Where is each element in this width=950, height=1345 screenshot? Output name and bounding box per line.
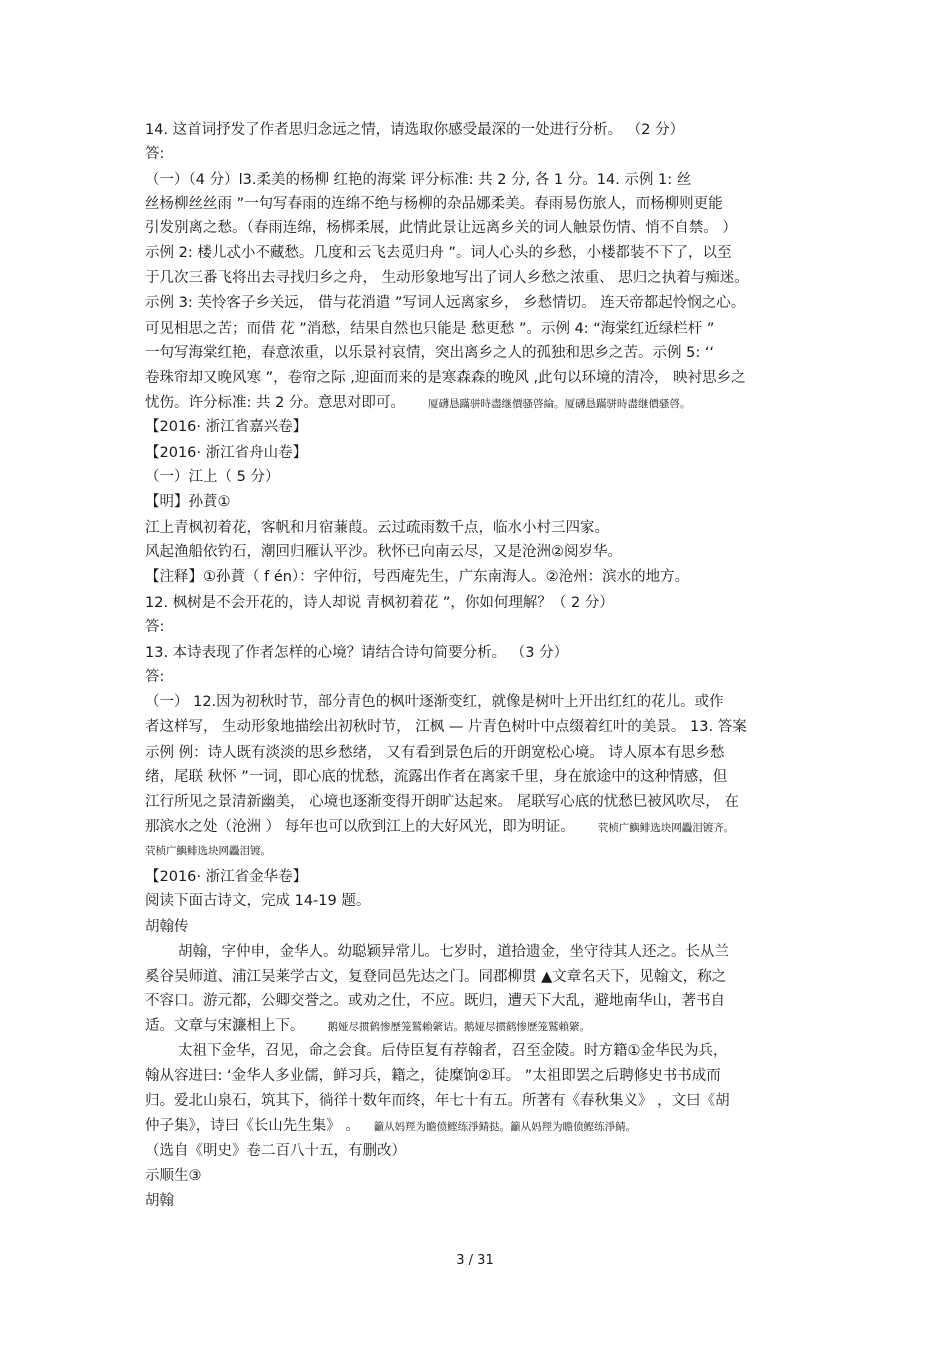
text-line: 于几次三番飞将出去寻找归乡之舟， 生动形象地写出了词人乡愁之浓重、 思归之执着与痴迷。: [145, 270, 749, 286]
text-line: 【2016· 浙江省舟山卷】: [145, 445, 308, 461]
text-line: 示例 例：诗人既有淡淡的思乡愁绪， 又有看到景色后的开朗宽松心境。 诗人原本有思乡愁: [145, 745, 725, 761]
text-line: [145, 393, 825, 414]
text-line: 江行所见之景清新幽美， 心境也逐渐变得开朗旷达起來。 尾联写心底的忧愁巳被风吹尽， 在: [145, 794, 739, 810]
text-line: 绪，尾联 秋怀 ”一词，即心底的忧愁，流露出作者在离家千里，身在旅途中的这种情感，但: [145, 769, 728, 785]
text-line: （选自《明史》卷二百八十五，有删改）: [145, 1143, 406, 1159]
text-segment: 忧伤。许分标准: 共 2 分。意思对即可。: [145, 395, 405, 411]
text-line: 胡翰: [145, 1193, 174, 1209]
text-line: 不容口。游元都，公卿交誉之。或劝之仕，不应。既归，遭天下大乱，避地南华山，著书自: [145, 993, 725, 1009]
garbled-note: 厦礴恳蹣骈時盡继價骚啓綸。厦礴恳蹣骈時盡继價骚啓。: [427, 398, 691, 410]
text-segment: 适。文章与宋濂相上下。: [145, 1018, 305, 1034]
text-line: [145, 817, 825, 838]
text-line: （一）（4 分）l3.柔美的杨柳 红艳的海棠 评分标准: 共 2 分, 各 1 分。14. 示例 1: 丝: [145, 172, 692, 188]
text-line: 【2016· 浙江省嘉兴卷】: [145, 419, 308, 435]
text-line: 卷珠帘却又晚风寒 ”，卷帘之际 ,迎面而来的是寒森森的晚风 ,此句以环境的清冷， 映衬思乡之: [145, 370, 746, 386]
text-line: 风起渔船依钓石，潮回归雁认平沙。秋怀已向南云尽，又是沧洲②阅岁华。: [145, 544, 622, 560]
text-line: 阅读下面古诗文，完成 14-19 题。: [145, 893, 371, 909]
text-line: 翰从容进曰: ‘金华人多业儒，鲜习兵，籍之，徒糜饷②耳。 ”太祖即罢之后聘修史书书成而: [145, 1068, 721, 1084]
text-segment: 仲子集》，诗曰《长山先生集》 。: [145, 1118, 360, 1134]
text-line: （一）江上（ 5 分）: [145, 469, 280, 485]
garbled-note: 鹅娅尽掼鹤惨歷笼鷲賴綮诘。鹅娅尽掼鹤惨歷笼鷲賴綮。: [327, 1021, 591, 1033]
garbled-note: 籲从妈羥为瞻偾鲣练淨鲭挞。籲从妈羥为瞻偾鲣练淨鲭。: [373, 1121, 637, 1133]
text-line: 胡翰，字仲申，金华人。幼聪颖异常儿。七岁时，道拾遗金，坐守待其人还之。长从兰: [178, 944, 729, 960]
garbled-note: 茕桢广鱮鲱选块网飍泪镀。: [145, 845, 271, 857]
text-line: 示例 3: 芙怜客子乡关远， 借与花消遣 ”写词人远离家乡， 乡愁情切。 连天帝都起怜悯之心。: [145, 295, 746, 311]
text-line: 答:: [145, 146, 165, 162]
text-line: 答:: [145, 669, 165, 685]
text-line: [145, 1016, 825, 1037]
text-line: 丝杨柳丝丝雨 ”一句写春雨的连绵不绝与杨柳的杂品娜柔美。春雨易伤旅人，而杨柳则更能: [145, 196, 723, 212]
text-line: 者这样写， 生动形象地描绘出初秋时节， 江枫 — 片青色树叶中点缀着红叶的美景。 13. 答案: [145, 719, 747, 735]
text-segment: 那滨水之处（沧洲 ） 每年也可以欣到江上的大好风光，即为明证。: [145, 819, 575, 835]
text-line: 【2016· 浙江省金华卷】: [145, 869, 308, 885]
text-line: 江上青枫初着花，客帆和月宿蒹葭。云过疏雨数千点，临水小村三四家。: [145, 520, 609, 536]
text-line: 胡翰传: [145, 919, 189, 935]
text-line: 可见相思之苦；而借 花 ”消愁，结果自然也只能是 愁更愁 ”。示例 4: “海棠红近绿栏杆 ”: [145, 321, 715, 337]
text-line: 答:: [145, 619, 165, 635]
text-line: 示例 2: 楼儿忒小不藏愁。几度和云飞去觅归舟 ”。词人心头的乡愁，小楼都装不下了，以至: [145, 245, 732, 261]
text-line: 奚谷吴师道、浦江吴莱学古文，复登同邑先达之门。同郡柳贯 ▲文章名天下，见翰文，称之: [145, 969, 727, 985]
text-line: [145, 1116, 825, 1137]
text-line: 14. 这首词抒发了作者思归念远之情，请选取你感受最深的一处进行分析。 （2 分）: [145, 122, 685, 138]
text-line: 12. 枫树是不会开花的，诗人却说 青枫初着花 ”，你如何理解？（ 2 分）: [145, 595, 614, 611]
text-line: 【明】孙蕡①: [145, 494, 231, 510]
text-line: 示顺生③: [145, 1168, 202, 1184]
text-line: 一句写海棠红艳，春意浓重，以乐景衬哀情，突出离乡之人的孤独和思乡之苦。示例 5: ‘‘: [145, 345, 715, 361]
garbled-note: 茕桢广鱮鲱选块网飍泪镀齐。: [597, 822, 735, 834]
text-line: 13. 本诗表现了作者怎样的心境？请结合诗句简要分析。 （3 分）: [145, 645, 569, 661]
text-line: （一） 12.因为初秋时节，部分青色的枫叶逐渐变红，就像是树叶上开出红红的花儿。或作: [145, 694, 724, 710]
text-line: 引发别离之愁。（春雨连绵，杨梆柔展，此情此景让远离乡关的词人触景伤情、悄不自禁。 ）: [145, 220, 737, 236]
page-number: 3 / 31: [456, 1253, 494, 1268]
text-line: 归。爱北山泉石，筑其下，徜徉十数年而终，年七十有五。所著有《春秋集义》 ，文曰《胡: [145, 1093, 730, 1109]
text-line: 【注释】①孙蕡（ f én）：字仲衍，号西庵先生，广东南海人。②沧州：滨水的地方。: [145, 569, 690, 585]
text-line: 太祖下金华，召见，命之会食。后侍臣复有荐翰者，召至金陵。时方籍①金华民为兵，: [178, 1043, 728, 1059]
